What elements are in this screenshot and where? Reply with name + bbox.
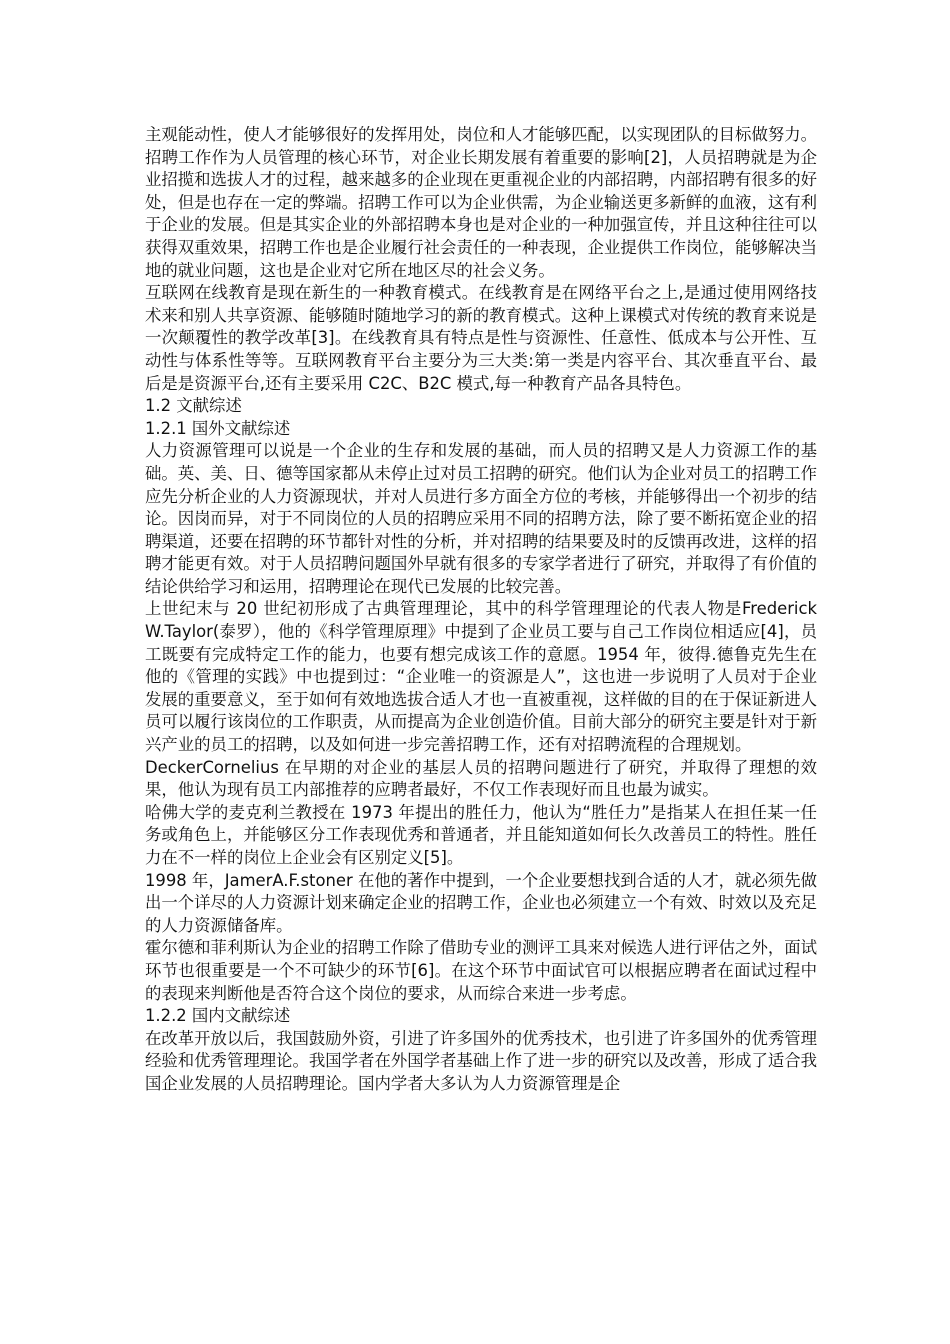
para-foreign-overview: 人力资源管理可以说是一个企业的生存和发展的基础，而人员的招聘又是人力资源工作的基础。英、美、日、德等国家都从未停止过对员工招聘的研究。他们认为企业对员工的招聘工作应先分析企业的人力资源现状，并对人员进行多方面全方位的考核，并能够得出一个初步的结论。因岗而异，对于不同岗位的人员的招聘应采用不同的招聘方法，除了要不断拓宽企业的招聘渠道，还要在招聘的环节都针对性的分析，并对招聘的结果要及时的反馈再改进，这样的招聘才能更有效。对于人员招聘问题国外早就有很多的专家学者进行了研究，并取得了有价值的结论供给学习和运用，招聘理论在现代已发展的比较完善。: [145, 441, 818, 596]
para-online-education: 互联网在线教育是现在新生的一种教育模式。在线教育是在网络平台之上,是通过使用网络技术来和别人共享资源、能够随时随地学习的新的教育模式。这种上课模式对传统的教育来说是一次颠覆性的教学改革[3]。在线教育具有特点是性与资源性、任意性、低成本与公开性、互动性与体系性等等。互联网教育平台主要分为三大类:第一类是内容平台、其次垂直平台、最后是是资源平台,还有主要采用 C2C、B2C 模式,每一种教育产品各具特色。: [145, 283, 818, 393]
para-stoner: 1998 年，JamerA.F.stoner 在他的著作中提到，一个企业要想找到合适的人才，就必须先做出一个详尽的人力资源计划来确定企业的招聘工作，企业也必须建立一个有效、时效以及充足的人力资源储备库。: [145, 870, 818, 935]
document-page: [145, 124, 817, 1096]
para-taylor-drucker: 上世纪末与 20 世纪初形成了古典管理理论，其中的科学管理理论的代表人物是Frederick W.Taylor(泰罗），他的《科学管理原理》中提到了企业员工要与自己工作岗位相适应[4]，员工既要有完成特定工作的能力，也要有想完成该工作的意愿。1954 年，彼得.德鲁克先生在他的《管理的实践》中也提到过：“企业唯一的资源是人”，这也进一步说明了人员对于企业发展的重要意义，至于如何有效地选拔合适人才也一直被重视，这样做的目的在于保证新进人员可以履行该岗位的工作职责，从而提高为企业创造价值。目前大部分的研究主要是针对于新兴产业的员工的招聘，以及如何进一步完善招聘工作，还有对招聘流程的合理规划。: [145, 599, 818, 755]
para-interview: 霍尔德和菲利斯认为企业的招聘工作除了借助专业的测评工具来对候选人进行评估之外，面试环节也很重要是一个不可缺少的环节[6]。在这个环节中面试官可以根据应聘者在面试过程中的表现来判断他是否符合这个岗位的要求，从而综合来进一步考虑。: [145, 938, 818, 1003]
heading-1-2-2: 1.2.2 国内文献综述: [145, 1006, 291, 1026]
para-decker: DeckerCornelius 在早期的对企业的基层人员的招聘问题进行了研究，并取得了理想的效果，他认为现有员工内部推荐的应聘者最好，不仅工作表现好而且也最为诚实。: [145, 757, 817, 800]
para-domestic-overview: 在改革开放以后，我国鼓励外资，引进了许多国外的优秀技术，也引进了许多国外的优秀管理经验和优秀管理理论。我国学者在外国学者基础上作了进一步的研究以及改善，形成了适合我国企业发展的人员招聘理论。国内学者大多认为人力资源管理是企: [145, 1028, 818, 1093]
para-recruitment-role: 主观能动性，使人才能够很好的发挥用处，岗位和人才能够匹配，以实现团队的目标做努力。招聘工作作为人员管理的核心环节，对企业长期发展有着重要的影响[2]，人员招聘就是为企业招揽和选拔人才的过程，越来越多的企业现在更重视企业的内部招聘，内部招聘有很多的好处，但是也存在一定的弊端。招聘工作可以为企业供需，为企业输送更多新鲜的血液，这有利于企业的发展。但是其实企业的外部招聘本身也是对企业的一种加强宣传，并且这种往往可以获得双重效果，招聘工作也是企业履行社会责任的一种表现，企业提供工作岗位，能够解决当地的就业问题，这也是企业对它所在地区尽的社会义务。: [145, 125, 818, 280]
para-mcclelland: 哈佛大学的麦克利兰教授在 1973 年提出的胜任力，他认为“胜任力”是指某人在担任某一任务或角色上，并能够区分工作表现优秀和普通者，并且能知道如何长久改善员工的特性。胜任力在不一样的岗位上企业会有区别定义[5]。: [145, 802, 818, 867]
heading-1-2: 1.2 文献综述: [145, 396, 242, 416]
heading-1-2-1: 1.2.1 国外文献综述: [145, 418, 291, 438]
